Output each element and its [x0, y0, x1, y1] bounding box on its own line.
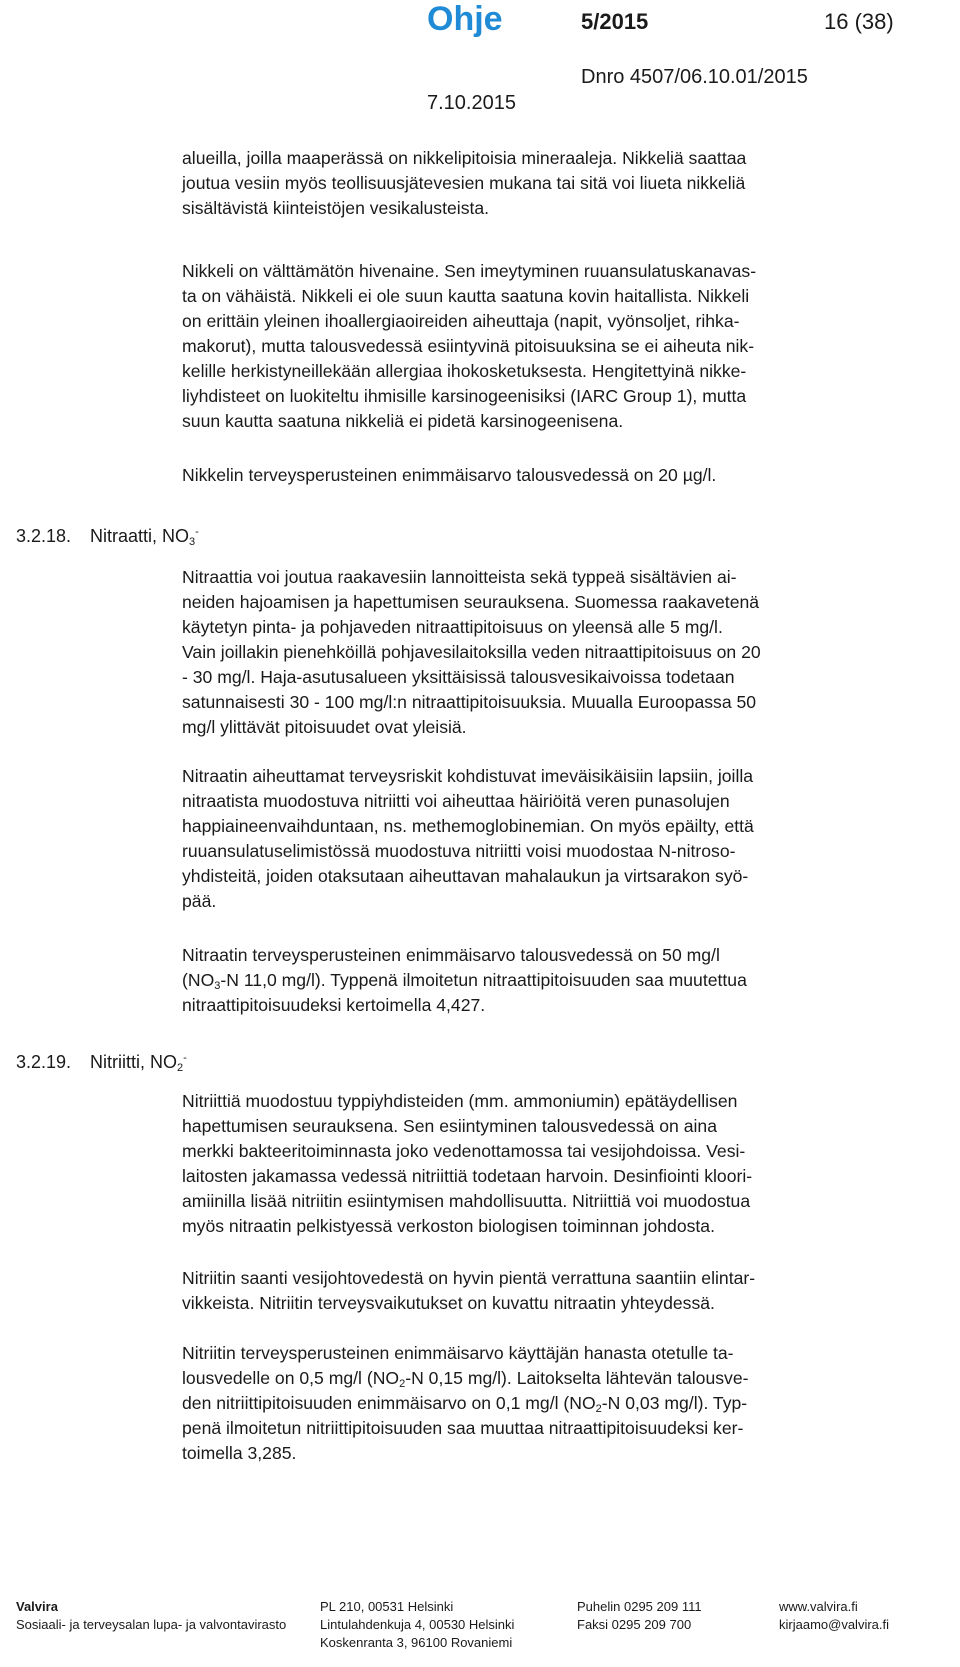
- record-number: Dnro 4507/06.10.01/2015: [581, 66, 808, 88]
- text-line: nitraattipitoisuudeksi kertoimella 4,427.: [182, 995, 486, 1015]
- text-line: Nitriitin terveysperusteinen enimmäisarvo käyttäjän hanasta otetulle ta-: [182, 1343, 734, 1363]
- text-line: suun kautta saatuna nikkeliä ei pidetä karsinogeenisena.: [182, 411, 624, 431]
- nitrate-limit-value: [182, 943, 942, 1018]
- text-line: ruuansulatuselimistössä muodostuva nitriitti voisi muodostaa N-nitroso-: [182, 841, 736, 861]
- text-line: merkki bakteeritoiminnasta joko vedenottamossa tai vesijohdoissa. Vesi-: [182, 1141, 746, 1161]
- nickel-limit-value: [182, 463, 942, 488]
- text-line: Nitraatin terveysperusteinen enimmäisarvo talousvedessä on 50 mg/l: [182, 945, 720, 965]
- text-fragment: -N 0,03 mg/l). Typ-: [601, 1393, 748, 1413]
- text-fragment: -N 11,0 mg/l). Typpenä ilmoitetun nitraattipitoisuuden saa muutettua: [220, 970, 747, 990]
- footer-phone: Puhelin 0295 209 111: [577, 1599, 702, 1614]
- text-line: [182, 1391, 942, 1416]
- text-line: käytetyn pinta- ja pohjaveden nitraattipitoisuus on yleensä alle 5 mg/l.: [182, 617, 723, 637]
- text-line: - 30 mg/l. Haja-asutusalueen yksittäisissä talousvesikaivoissa todetaan: [182, 667, 735, 687]
- subscript: 2: [399, 1378, 406, 1390]
- section-number: 3.2.18.: [16, 526, 72, 546]
- footer-phone-numbers: [577, 1598, 702, 1634]
- nitrite-limit-value: [182, 1341, 942, 1466]
- text-line: Nitriitin saanti vesijohtovedestä on hyvin pientä verrattuna saantiin elintar-: [182, 1268, 756, 1288]
- section-number: 3.2.19.: [16, 1052, 72, 1072]
- text-fragment: den nitriittipitoisuuden enimmäisarvo on 0,1 mg/l (NO: [182, 1393, 596, 1413]
- document-type-title: Ohje: [427, 0, 503, 38]
- footer-website-link[interactable]: www.valvira.fi: [779, 1599, 858, 1614]
- text-line: penä ilmoitetun nitriittipitoisuuden saa muuttaa nitraattipitoisuudeksi ker-: [182, 1418, 744, 1438]
- text-line: Nitraattia voi joutua raakavesiin lannoitteista sekä typpeä sisältävien ai-: [182, 567, 737, 587]
- footer-contacts: [779, 1598, 889, 1634]
- text-line: amiinilla lisää nitriitin esiintymisen mahdollisuutta. Nitriittiä voi muodostua: [182, 1191, 751, 1211]
- footer-address-2: Lintulahdenkuja 4, 00530 Helsinki: [320, 1617, 515, 1632]
- page-indicator: 16 (38): [824, 9, 894, 34]
- text-line: alueilla, joilla maaperässä on nikkelipitoisia mineraaleja. Nikkeliä saattaa: [182, 148, 747, 168]
- text-line: on erittäin yleinen ihoallergiaoireiden aiheuttaja (napit, vyönsoljet, rihka-: [182, 311, 740, 331]
- text-line: Nikkelin terveysperusteinen enimmäisarvo talousvedessä on 20 µg/l.: [182, 465, 717, 485]
- text-line: joutua vesiin myös teollisuusjätevesien mukana tai sitä voi liueta nikkeliä: [182, 173, 746, 193]
- subscript: 2: [177, 1062, 184, 1074]
- footer-org-name: Valvira: [16, 1599, 58, 1614]
- section-heading-nitrite: [16, 1052, 187, 1073]
- text-line: laitosten jakamassa vedessä nitriittiä todetaan harvoin. Desinfiointi kloori-: [182, 1166, 753, 1186]
- document-date: 7.10.2015: [427, 92, 516, 114]
- text-line: ta on vähäistä. Nikkeli ei ole suun kautta saatuna kovin haitallista. Nikkeli: [182, 286, 750, 306]
- text-line: happiaineenvaihduntaan, ns. methemoglobinemian. On myös epäilty, että: [182, 816, 754, 836]
- nickel-paragraph-1: [182, 146, 942, 221]
- nitrate-paragraph-1: [182, 565, 942, 740]
- subscript: 3: [189, 536, 196, 548]
- text-line: nitraatista muodostuva nitriitti voi aiheuttaa häiriöitä veren punasolujen: [182, 791, 730, 811]
- text-line: Nitriittiä muodostuu typpiyhdisteiden (mm. ammoniumin) epätäydellisen: [182, 1091, 738, 1111]
- text-line: pää.: [182, 891, 217, 911]
- text-line: yhdisteitä, joiden otaksutaan aiheuttavan mahalaukun ja virtsarakon syö-: [182, 866, 749, 886]
- text-line: [182, 968, 942, 993]
- text-line: Nitraatin aiheuttamat terveysriskit kohdistuvat imeväisikäisiin lapsiin, joilla: [182, 766, 754, 786]
- text-line: sisältävistä kiinteistöjen vesikalusteista.: [182, 198, 490, 218]
- text-line: vikkeista. Nitriitin terveysvaikutukset on kuvattu nitraatin yhteydessä.: [182, 1293, 715, 1313]
- footer-organization: [16, 1598, 286, 1634]
- issue-number: 5/2015: [581, 9, 649, 34]
- text-line: Nikkeli on välttämätön hivenaine. Sen imeytyminen ruuansulatuskanavas-: [182, 261, 757, 281]
- footer-org-description: Sosiaali- ja terveysalan lupa- ja valvontavirasto: [16, 1617, 287, 1632]
- superscript: -: [183, 1052, 187, 1064]
- text-line: kelille herkistyneillekään allergiaa ihokosketuksesta. Hengitettyinä nikke-: [182, 361, 747, 381]
- footer-fax: Faksi 0295 209 700: [577, 1617, 692, 1632]
- text-line: Vain joillakin pienehköillä pohjavesilaitoksilla veden nitraattipitoisuus on 20: [182, 642, 761, 662]
- text-line: toimella 3,285.: [182, 1443, 297, 1463]
- footer-address-1: PL 210, 00531 Helsinki: [320, 1599, 454, 1614]
- text-fragment: -N 0,15 mg/l). Laitokselta lähtevän talousve-: [405, 1368, 749, 1388]
- text-fragment: (NO: [182, 970, 215, 990]
- nitrite-paragraph-1: [182, 1089, 942, 1239]
- text-line: myös nitraatin pelkistyessä verkoston biologisen toiminnan johdosta.: [182, 1216, 715, 1236]
- footer-email-link[interactable]: kirjaamo@valvira.fi: [779, 1617, 889, 1632]
- footer-address-3: Koskenranta 3, 96100 Rovaniemi: [320, 1635, 513, 1650]
- nitrate-paragraph-2: [182, 764, 942, 914]
- section-heading-nitrate: [16, 526, 199, 547]
- text-line: mg/l ylittävät pitoisuudet ovat yleisiä.: [182, 717, 467, 737]
- nitrite-paragraph-2: [182, 1266, 942, 1316]
- text-line: makorut), mutta talousvedessä esiintyvinä pitoisuuksina se ei aiheuta nik-: [182, 336, 755, 356]
- text-line: satunnaisesti 30 - 100 mg/l:n nitraattipitoisuuksia. Muualla Euroopassa 50: [182, 692, 757, 712]
- text-line: liyhdisteet on luokiteltu ihmisille karsinogeenisiksi (IARC Group 1), mutta: [182, 386, 747, 406]
- text-line: hapettumisen seurauksena. Sen esiintyminen talousvedessä on aina: [182, 1116, 717, 1136]
- footer-addresses: [320, 1598, 514, 1652]
- subscript: 2: [595, 1403, 602, 1415]
- nickel-paragraph-2: [182, 259, 942, 434]
- text-line: neiden hajoamisen ja hapettumisen seurauksena. Suomessa raakavetenä: [182, 592, 760, 612]
- text-line: [182, 1366, 942, 1391]
- section-title: Nitriitti, NO: [90, 1052, 177, 1072]
- section-title: Nitraatti, NO: [90, 526, 190, 546]
- text-fragment: lousvedelle on 0,5 mg/l (NO: [182, 1368, 400, 1388]
- superscript: -: [195, 526, 199, 538]
- subscript: 3: [214, 980, 221, 992]
